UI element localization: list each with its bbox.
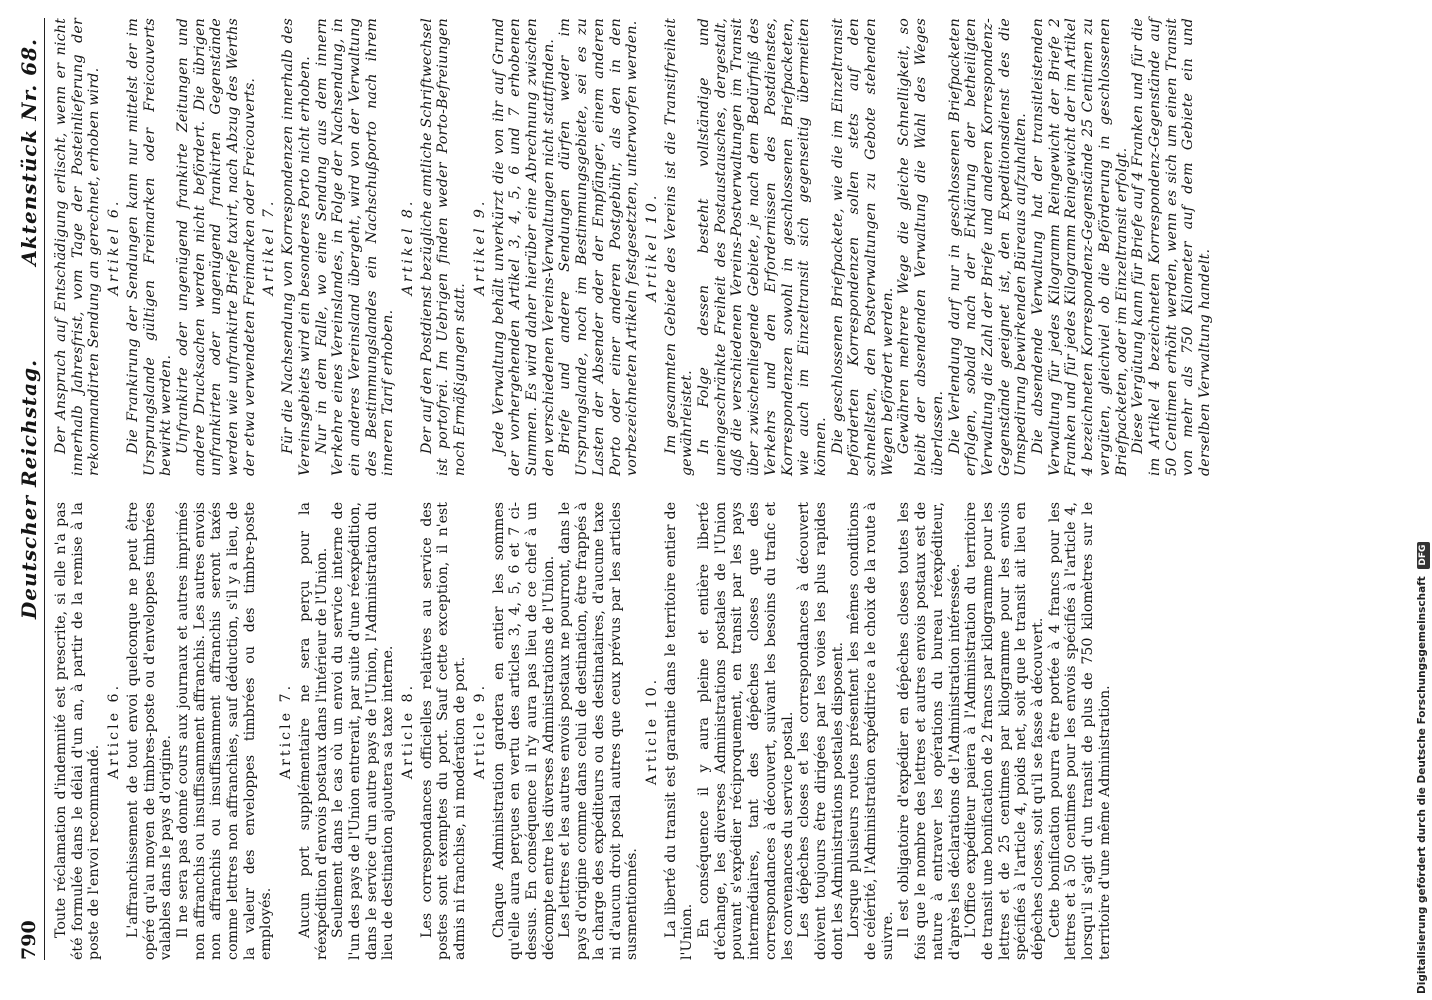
article-heading: Article 6. [106,682,123,780]
paragraph: Aucun port supplémentaire ne sera perçu pour la réexpédition d'envois postaux dans l'intérieur de l'Union. [296,502,330,960]
paragraph: La liberté du transit est garantie dans le territoire entier de l'Union. [662,502,696,960]
digitization-credit-text [1413,0,1431,1000]
paragraph: Unfrankirte oder ungenügend frankirte Zeitungen und andere Drucksachen werden nicht befördert. Die übrigen unfrankirten oder ungenügend frankirten Gegenstände werden wie unfrankirte Briefe taxirt, nach Abzug des Werths der etwa verwendeten Freimarken oder Freicouverts. [174,18,258,476]
paragraph: Im gesammten Gebiete des Vereins ist die Transitfreiheit gewährleistet. [662,18,696,476]
paragraph: Die Verlendung darf nur in geschlossenen Briefpacketen erfolgen, sobald nach der Erklärung der betheiligten Verwaltung die Zahl der Briefe und anderen Korrespondenz-Gegenstände geeignet ist, den Expeditionsdienst des die Umspedirung bewirkenden Büreaus aufzuhalten. [946,18,1030,476]
french-column [53,502,1214,960]
paragraph: Nur in dem Falle, wo eine Sendung aus dem innern Verkehre eines Vereinslandes, in Folge der Nachsendung, in ein anderes Vereinsland übergeht, wird von der Verwaltung des Bestimmungslandes ein Nachschußporto nach ihrem inneren Tarif erhoben. [313,18,397,476]
article-heading: Artikel 6. [106,198,123,296]
paragraph: En conséquence il y aura pleine et entière liberté d'échange, les diverses Administrations postales de l'Union pouvant s'expédier réciproquement, en transit par les pays intermédiaires, tant des dépêches closes que des correspondances à découvert, suivant les besoins du trafic et les convenances du service postal. [696,502,796,960]
paragraph: Lorsque plusieurs routes présentent les mêmes conditions de célérité, l'Administration expéditrice a le choix de la route à suivre. [846,502,896,960]
paragraph: Il est obligatoire d'expédier en dépêches closes toutes les fois que le nombre des lettres et autres envois postaux est de nature à entraver les opérations du bureau réexpéditeur, d'après les déclarations de l'Administration intéressée. [896,502,963,960]
paragraph: Diese Vergütung kann für Briefe auf 4 Franken und für die im Artikel 4 bezeichneten Korrespondenz-Gegenstände auf 50 Centimen erhöht werden, wenn es sich um einen Transit von mehr als 750 Kilometer auf dem Gebiete ein und derselben Verwaltung handelt. [1130,18,1214,476]
digitization-credit [1411,0,1429,1000]
paragraph: Seulement dans le cas où un envoi du service interne de l'un des pays de l'Union entrerait, par suite d'une réexpédition, dans le service d'un autre pays de l'Union, l'Administration du lieu de destination ajoutera sa taxe interne. [330,502,397,960]
paragraph: Jede Verwaltung behält unverkürzt die von ihr auf Grund der vorhergehenden Artikel 3, 4, 5, 6 und 7 erhobenen Summen. Es wird daher hierüber eine Abrechnung zwischen den verschiedenen Vereins-Verwaltungen nicht stattfinden. [490,18,557,476]
paragraph: Die geschlossenen Briefpackete, wie die im Einzeltransit beförderten Korrespondenzen sollen stets auf den schnellsten, den Postverwaltungen zu Gebote stehenden Wegen befördert werden. [829,18,896,476]
page-header [14,18,45,960]
paragraph: Die Frankirung der Sendungen kann nur mittelst der im Ursprungslande gültigen Freimarken oder Freicouverts bewirkt werden. [124,18,175,476]
paragraph: Der Anspruch auf Entschädigung erlischt, wenn er nicht innerhalb Jahresfrist, vom Tage der Posteinlieferung der rekommandirten Sendung an gerechnet, erhoben wird. [53,18,103,476]
paragraph: Cette bonification pourra être portée à 4 francs pour les lettres et à 50 centimes pour les envois spécifiés à l'article 4, lorsqu'il s'agit d'un transit de plus de 750 kilomètres sur le territoire d'une même Administration. [1046,502,1113,960]
article-heading: Article 7. [278,682,295,780]
paragraph: L'Office expéditeur paiera à l'Administration du territoire de transit une bonification de 2 francs par kilogramme pour les lettres et de 25 centimes par kilogramme pour les envois spécifiés à l'article 4, poids net, soit que le transit ait lieu en dépêches closes, soit qu'il se fasse à découvert. [963,502,1047,960]
dfg-logo: DFG [1417,542,1430,569]
paragraph: Chaque Administration gardera en entier les sommes qu'elle aura perçues en vertu des articles 3, 4, 5, 6 et 7 ci-dessus. En conséquence il n'y aura pas lieu de ce chef à un décompte entre les diverses Administrations de l'Union. [490,502,557,960]
paragraph: Für die Nachsendung von Korrespondenzen innerhalb des Vereinsgebiets wird ein besonderes Porto nicht erhoben. [280,18,313,476]
credit-text: Digitalisierung gefördert durch die Deutsche Forschungsgemeinschaft [1416,576,1428,994]
paragraph: Les dépêches closes et les correspondances à découvert doivent toujours être dirigées par les voies les plus rapides dont les Administrations postales disposent. [796,502,846,960]
paragraph: Briefe und andere Sendungen dürfen weder im Ursprungslande, noch im Bestimmungsgebiete, sei es zu Lasten der Absender oder der Empfänger, einem anderen Porto oder einer anderen Postgebühr, als den in den vorbezeichneten Artikeln festgesetzten, unterworfen werden. [557,18,641,476]
two-column-body [53,18,1214,960]
paragraph: Il ne sera pas donné cours aux journaux et autres imprimés non affranchis ou insuffisamment affranchis. Les autres envois non affranchis ou insuffisamment affranchis seront taxés comme lettres non affranchies, sauf déduction, s'il y a lieu, de la valeur des enveloppes timbrées ou des timbre-poste employés. [174,502,275,960]
document-number: Aktenstück Nr. 68. [17,38,41,266]
paragraph: Der auf den Postdienst bezügliche amtliche Schriftwechsel ist portofrei. Im Uebrigen finden weder Porto-Befreiungen noch Ermäßigungen statt. [418,18,469,476]
paragraph: Toute réclamation d'indemnité est prescrite, si elle n'a pas été formulée dans le délai d'un an, à partir de la remise à la poste de l'envoi recommandé. [53,502,103,960]
article-heading: Artikel 9. [471,198,488,296]
paragraph: Les lettres et les autres envois postaux ne pourront, dans le pays d'origine comme dans celui de destination, être frappés à la charge des expéditeurs ou des destinataires, d'aucune taxe ni d'aucun droit postal autres que ceux prévus par les articles susmentionnés. [557,502,641,960]
page-number: 790 [18,920,40,960]
article-heading: Artikel 10. [643,192,660,302]
article-heading: Article 9. [471,682,488,780]
paragraph: Les correspondances officielles relatives au service des postes sont exemptes du port. Sauf cette exception, il n'est admis ni franchise, ni modération de port. [418,502,469,960]
paragraph: L'affranchissement de tout envoi quelconque ne peut être opéré qu'au moyen de timbres-poste ou d'enveloppes timbrées valables dans le pays d'origine. [124,502,175,960]
article-heading: Artikel 8. [400,198,417,296]
paragraph: Gewähren mehrere Wege die gleiche Schnelligkeit, so bleibt der absendenden Verwaltung die Wahl des Weges überlassen. [896,18,946,476]
article-heading: Article 8. [400,682,417,780]
german-column [53,18,1214,476]
running-title: Deutscher Reichstag. [17,358,41,620]
article-heading: Article 10. [643,676,660,786]
paragraph: In Folge dessen besteht vollständige und uneingeschränkte Freiheit des Postaustausches, dergestalt, daß die verschiedenen Vereins-Postverwaltungen im Transit über zwischenliegende Gebiete, je nach dem Bedürfniß des Verkehrs und den Erfordernissen des Postdienstes, Korrespondenzen sowohl in geschlossenen Briefpacketen, wie auch im Einzeltransit sich gegenseitig übermeiten können. [696,18,829,476]
article-heading: Artikel 7. [261,198,278,296]
paragraph: Die absendende Verwaltung hat der transitleistenden Verwaltung für jedes Kilogramm Reingewicht der Briefe 2 Franken und für jedes Kilogramm Reingewicht der im Artikel 4 bezeichneten Korrespondenz-Gegenstände 25 Centimen zu vergüten, gleichviel ob die Beförderung in geschlossenen Briefpacketen, oder im Einzeltransit erfolgt. [1030,18,1130,476]
